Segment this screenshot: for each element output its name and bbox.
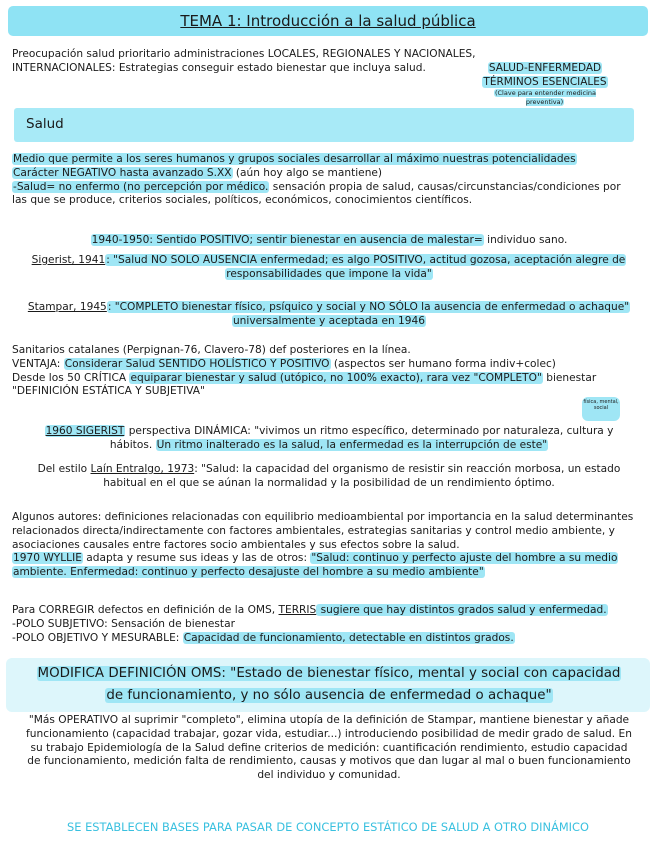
paragraph-terris [12, 604, 646, 645]
text-line: Del estilo [37, 463, 91, 475]
text-line: -POLO SUBJETIVO: Sensación de bienestar [12, 617, 235, 630]
text-line: VENTAJA: [12, 357, 64, 370]
text-line: : "COMPLETO bienestar físico, psíquico y social y NO SÓLO la ausencia de enfermedad o achaque" [107, 301, 630, 313]
text-line: de funcionamiento, y no sólo ausencia de enfermedad o achaque" [106, 688, 552, 703]
text-line: funcionamiento (capacidad trabajar, gozar vida, estudiar...) introduciendo posibilidad de medir grado de salud. En [26, 727, 632, 740]
paragraph-sigerist-1960 [12, 425, 646, 453]
text-line: sensación propia de salud, causas/circunstancias/condiciones por [269, 180, 621, 193]
text-line: MODIFICA DEFINICIÓN OMS: "Estado de bienestar físico, mental y social con capacidad [37, 666, 621, 681]
paragraph-1940 [12, 234, 646, 248]
text-line: adapta y resume sus ideas y las de otros: [82, 552, 311, 565]
text-line: Un ritmo inalterado es la salud, la enfermedad es la interrupción de este" [156, 438, 548, 451]
author: 1960 SIGERIST [45, 425, 125, 437]
text-line: Algunos autores: definiciones relacionadas con equilibrio medioambiental por importancia en la salud determinantes [12, 511, 634, 523]
text-line: (aspectos ser humano forma indiv+colec) [330, 357, 556, 370]
tag-note: (Clave para entender medicina preventiva) [494, 89, 596, 106]
paragraph-environment [12, 511, 646, 580]
text-line: "DEFINICIÓN ESTÁTICA Y SUBJETIVA" [12, 385, 205, 398]
side-note: física, mental, social [582, 397, 620, 421]
text-line: de funcionamiento, medición falta de rendimiento, causas y motivos que dan lugar al mal o buen funcionamiento [27, 755, 631, 768]
paragraph-stampar-1945 [12, 301, 646, 329]
text-line: su trabajo Epidemiología de la Salud define criterios de medición: cuantificación rendimiento, estudio capacidad [30, 741, 628, 754]
text-line: habitual en el que se aúnan la normalidad y la posibilidad de un rendimiento óptimo. [103, 476, 555, 489]
text-line: hábitos. [109, 438, 156, 451]
text-line: : "Salud NO SOLO AUSENCIA enfermedad; es algo POSITIVO, actitud gozosa, aceptación alegre de [106, 254, 626, 266]
paragraph-definition [12, 153, 646, 208]
text-line: responsabilidades que impone la vida" [226, 267, 432, 280]
text-line: del individuo y comunidad. [257, 769, 401, 782]
text-line: "Salud: continuo y perfecto ajuste del hombre a su medio [311, 552, 618, 565]
text-line: Considerar Salud SENTIDO HOLÍSTICO Y POSITIVO [64, 357, 330, 370]
text-line: -Salud= no enfermo (no percepción por médico. [13, 180, 269, 193]
paragraph-operativo [12, 714, 646, 783]
section-heading: Salud [26, 116, 64, 132]
text-line: bienestar [542, 371, 597, 384]
tag-line: TÉRMINOS ESENCIALES [483, 75, 607, 88]
text-line: Medio que permite a los seres humanos y grupos sociales desarrollar al máximo nuestras potencialidades [13, 153, 576, 165]
paragraph-lain-entralgo [12, 463, 646, 491]
paragraph-critica [12, 344, 646, 399]
author: Sigerist, 1941 [31, 254, 106, 266]
page-title: TEMA 1: Introducción a la salud pública [180, 12, 476, 30]
text-line: relacionados directa/indirectamente con factores ambientales, estrategias sanitarias y control medio ambiente, y [12, 524, 615, 537]
text-line: : "Salud: la capacidad del organismo de resistir sin reacción morbosa, un estado [194, 463, 621, 475]
text-line: individuo sano. [483, 234, 568, 246]
text-line: Desde los 50 CRÍTICA [12, 371, 130, 384]
intro-line: INTERNACIONALES: Estrategias conseguir estado bienestar que incluya salud. [12, 61, 426, 74]
author: Stampar, 1945 [27, 301, 107, 313]
text-line: ambiente. Enfermedad: continuo y perfecto desajuste del hombre a su medio ambiente" [13, 566, 484, 579]
title-banner [8, 6, 648, 36]
footer-conclusion: SE ESTABLECEN BASES PARA PASAR DE CONCEPTO ESTÁTICO DE SALUD A OTRO DINÁMICO [67, 820, 589, 834]
text-line: Carácter NEGATIVO hasta avanzado S.XX [13, 166, 232, 179]
text-line: 1940-1950: Sentido POSITIVO; sentir bienestar en ausencia de malestar= [91, 234, 483, 246]
text-line: (aún hoy algo se mantiene) [232, 166, 383, 179]
text-line: Sanitarios catalanes (Perpignan-76, Clavero-78) def posteriores en la línea. [12, 344, 411, 356]
text-line: "Más OPERATIVO al suprimir "completo", elimina utopía de la definición de Stampar, mantiene bienestar y añade [28, 714, 630, 726]
text-line: sugiere que hay distintos grados salud y enfermedad. [317, 604, 607, 616]
modifica-definition [12, 663, 646, 707]
tag-line: SALUD-ENFERMEDAD [488, 62, 602, 74]
text-line: universalmente y aceptada en 1946 [232, 314, 426, 327]
key-terms-tag [474, 62, 616, 106]
paragraph-sigerist-1941 [12, 254, 646, 282]
author: Laín Entralgo, 1973 [90, 463, 195, 475]
text-line: -POLO OBJETIVO Y MESURABLE: [12, 631, 183, 644]
text-line: Para CORREGIR defectos en definición de la OMS, [12, 604, 279, 616]
text-line: las que se produce, criterios sociales, políticos, económicos, conocimientos científicos. [12, 194, 473, 207]
intro-line: Preocupación salud prioritario administraciones LOCALES, REGIONALES Y NACIONALES, [12, 48, 476, 60]
author: 1970 WYLLIE [13, 552, 82, 565]
author: TERRIS [278, 604, 317, 616]
section-heading-band [14, 108, 634, 142]
text-line: asociaciones causales entre factores socio ambientales y sus efectos sobre la salud. [12, 538, 460, 551]
text-line: Capacidad de funcionamiento, detectable en distintos grados. [183, 631, 514, 644]
text-line: perspectiva DINÁMICA: "vivimos un ritmo específico, determinado por naturaleza, cultura y [125, 425, 614, 437]
text-line: equiparar bienestar y salud (utópico, no 100% exacto), rara vez "COMPLETO" [130, 371, 542, 384]
